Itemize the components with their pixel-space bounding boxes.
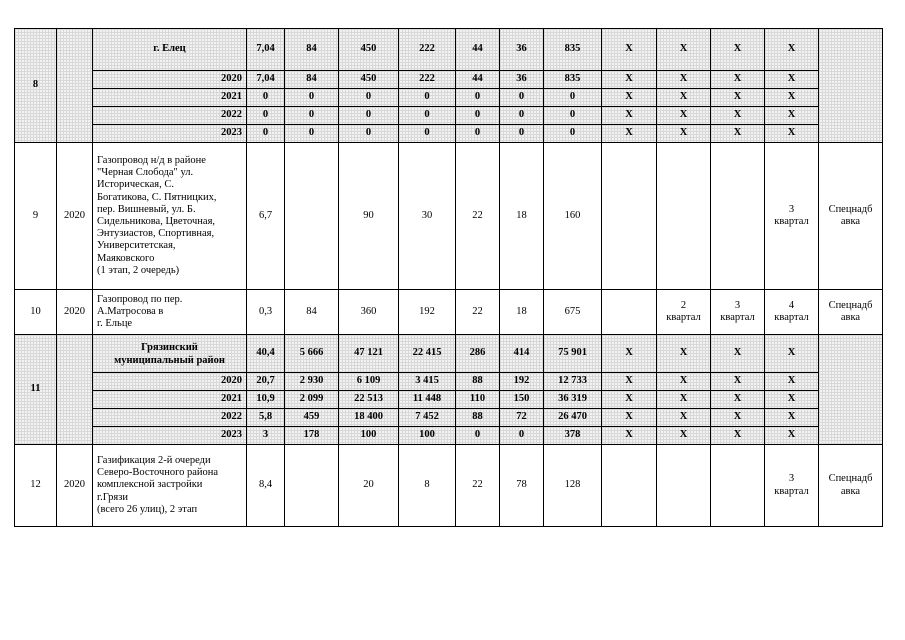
value-cell: 0 (544, 125, 602, 143)
year-cell (57, 335, 93, 445)
desc-line: Газопровод по пер. (97, 293, 183, 305)
desc-line: г.Грязи (97, 491, 129, 503)
value-cell: 22 (456, 143, 500, 290)
row-number: 10 (15, 290, 57, 335)
value-cell: 88 (456, 373, 500, 391)
value-cell: 0 (285, 89, 339, 107)
value-cell: 0 (285, 107, 339, 125)
mark-cell: X (602, 107, 657, 125)
executor-part: Спецнадб (828, 473, 873, 484)
group-11-year-row (15, 373, 883, 391)
value-cell: 7,04 (247, 71, 285, 89)
table-row (15, 143, 883, 290)
value-cell: 0 (500, 107, 544, 125)
total-cell: 75 901 (544, 335, 602, 373)
value-cell: 0 (339, 125, 399, 143)
value-cell: 3 415 (399, 373, 456, 391)
year-label: 2023 (93, 427, 247, 445)
value-cell: 22 513 (339, 391, 399, 409)
value-cell: 0 (399, 89, 456, 107)
value-cell: 2 930 (285, 373, 339, 391)
length-cell: 8,4 (247, 445, 285, 527)
value-cell: 90 (339, 143, 399, 290)
group-name (93, 335, 247, 373)
desc-line: "Черная Слобода" ул. (97, 167, 194, 179)
total-cell: 414 (500, 335, 544, 373)
mark-cell: X (657, 89, 711, 107)
quarter-cell (765, 143, 819, 290)
value-cell: 12 733 (544, 373, 602, 391)
value-cell: 360 (339, 290, 399, 335)
mark-cell: X (765, 29, 819, 71)
value-cell (285, 445, 339, 527)
mark-cell: X (657, 125, 711, 143)
object-description (93, 143, 247, 290)
desc-line: пер. Вишневый, ул. Б. (97, 203, 196, 215)
group-8-year-row (15, 71, 883, 89)
group-11-year-row (15, 391, 883, 409)
quarter-number: 2 (680, 299, 687, 311)
value-cell: 0 (544, 107, 602, 125)
mark-cell: X (765, 335, 819, 373)
object-description (93, 290, 247, 335)
quarter-cell (657, 290, 711, 335)
desc-line: Энтузиастов, Спортивная, (97, 228, 215, 240)
desc-line: Богатикова, С. Пятницких, (97, 191, 217, 203)
executor-cell (819, 29, 883, 143)
group-8-total-row (15, 29, 883, 71)
group-8-year-row (15, 125, 883, 143)
length-cell: 6,7 (247, 143, 285, 290)
desc-line: (1 этап, 2 очередь) (97, 264, 180, 276)
value-cell: 0 (399, 125, 456, 143)
mark-cell: X (602, 335, 657, 373)
mark-cell: X (602, 71, 657, 89)
year-cell (57, 29, 93, 143)
mark-cell: X (711, 373, 765, 391)
group-name-line: муниципальный район (114, 354, 225, 366)
mark-cell: X (765, 107, 819, 125)
value-cell: 18 (500, 290, 544, 335)
value-cell: 0 (247, 125, 285, 143)
executor-cell (819, 143, 883, 290)
mark-cell: X (657, 107, 711, 125)
quarter-word: квартал (774, 312, 809, 323)
value-cell: 128 (544, 445, 602, 527)
quarter-word: квартал (666, 312, 701, 323)
mark-cell: X (657, 335, 711, 373)
value-cell: 0 (339, 89, 399, 107)
mark-cell: X (711, 29, 765, 71)
group-name: г. Елец (93, 29, 247, 71)
total-cell: 22 415 (399, 335, 456, 373)
mark-cell: X (602, 391, 657, 409)
mark-cell: X (711, 391, 765, 409)
value-cell: 459 (285, 409, 339, 427)
total-cell: 286 (456, 335, 500, 373)
year-label: 2020 (93, 373, 247, 391)
value-cell (285, 143, 339, 290)
value-cell: 192 (500, 373, 544, 391)
value-cell: 0 (500, 89, 544, 107)
value-cell: 26 470 (544, 409, 602, 427)
value-cell: 0 (456, 107, 500, 125)
table-row (15, 290, 883, 335)
value-cell: 0 (500, 427, 544, 445)
mark-cell: X (657, 409, 711, 427)
value-cell: 2 099 (285, 391, 339, 409)
desc-line: комплексной застройки (97, 479, 203, 491)
desc-line: А.Матросова в (97, 305, 164, 317)
mark-cell: X (711, 427, 765, 445)
mark-cell: X (765, 427, 819, 445)
quarter-word: квартал (774, 216, 809, 227)
executor-part: авка (840, 485, 861, 497)
value-cell: 84 (285, 290, 339, 335)
row-number: 11 (15, 335, 57, 445)
value-cell: 20,7 (247, 373, 285, 391)
mark-cell: X (602, 29, 657, 71)
value-cell: 30 (399, 143, 456, 290)
value-cell: 0 (399, 107, 456, 125)
value-cell: 36 319 (544, 391, 602, 409)
quarter-cell (711, 143, 765, 290)
quarter-cell (765, 290, 819, 335)
group-8-year-row (15, 89, 883, 107)
mark-cell: X (657, 71, 711, 89)
total-cell: 44 (456, 29, 500, 71)
year-cell: 2020 (57, 143, 93, 290)
desc-line: г. Ельце (97, 318, 133, 330)
total-cell: 84 (285, 29, 339, 71)
value-cell: 110 (456, 391, 500, 409)
value-cell: 18 (500, 143, 544, 290)
value-cell: 0 (544, 89, 602, 107)
group-11-year-row (15, 409, 883, 427)
executor-cell (819, 290, 883, 335)
mark-cell: X (765, 125, 819, 143)
value-cell: 22 (456, 445, 500, 527)
quarter-cell (711, 445, 765, 527)
value-cell: 0 (247, 89, 285, 107)
mark-cell: X (602, 373, 657, 391)
executor-part: Спецнадб (828, 299, 873, 311)
desc-line: Маяковского (97, 252, 155, 264)
year-label: 2021 (93, 89, 247, 107)
value-cell: 6 109 (339, 373, 399, 391)
value-cell: 378 (544, 427, 602, 445)
desc-line: Газификация 2-й очереди (97, 454, 211, 466)
mark-cell: X (765, 409, 819, 427)
group-8-year-row (15, 107, 883, 125)
value-cell: 84 (285, 71, 339, 89)
desc-line: Университетская, (97, 240, 176, 252)
value-cell: 835 (544, 71, 602, 89)
value-cell: 0 (285, 125, 339, 143)
group-11-total-row (15, 335, 883, 373)
value-cell: 3 (247, 427, 285, 445)
value-cell: 20 (339, 445, 399, 527)
row-number: 9 (15, 143, 57, 290)
value-cell: 222 (399, 71, 456, 89)
quarter-cell (711, 290, 765, 335)
value-cell: 100 (399, 427, 456, 445)
value-cell: 36 (500, 71, 544, 89)
desc-line: (всего 26 улиц), 2 этап (97, 503, 198, 515)
year-label: 2021 (93, 391, 247, 409)
quarter-number: 3 (734, 299, 741, 311)
group-11-year-row (15, 427, 883, 445)
mark-cell: X (602, 89, 657, 107)
mark-cell: X (765, 71, 819, 89)
mark-cell: X (602, 409, 657, 427)
mark-cell: X (711, 125, 765, 143)
value-cell: 5,8 (247, 409, 285, 427)
value-cell: 8 (399, 445, 456, 527)
year-label: 2023 (93, 125, 247, 143)
mark-cell: X (602, 427, 657, 445)
total-cell: 5 666 (285, 335, 339, 373)
year-label: 2022 (93, 409, 247, 427)
year-label: 2022 (93, 107, 247, 125)
value-cell: 150 (500, 391, 544, 409)
executor-part: Спецнадб (828, 203, 873, 215)
value-cell: 11 448 (399, 391, 456, 409)
mark-cell: X (765, 373, 819, 391)
mark-cell: X (657, 391, 711, 409)
mark-cell: X (657, 373, 711, 391)
quarter-cell (602, 445, 657, 527)
gas-pipeline-table (14, 28, 883, 527)
value-cell: 44 (456, 71, 500, 89)
year-label: 2020 (93, 71, 247, 89)
mark-cell: X (765, 391, 819, 409)
mark-cell: X (765, 89, 819, 107)
value-cell: 0 (500, 125, 544, 143)
total-cell: 36 (500, 29, 544, 71)
row-number: 12 (15, 445, 57, 527)
value-cell: 72 (500, 409, 544, 427)
desc-line: Сидельникова, Цветочная, (97, 216, 216, 227)
value-cell: 10,9 (247, 391, 285, 409)
value-cell: 0 (247, 107, 285, 125)
executor-cell (819, 445, 883, 527)
total-cell: 7,04 (247, 29, 285, 71)
value-cell: 0 (456, 427, 500, 445)
quarter-cell (602, 143, 657, 290)
quarter-cell (765, 445, 819, 527)
value-cell: 88 (456, 409, 500, 427)
value-cell: 0 (456, 89, 500, 107)
year-cell: 2020 (57, 445, 93, 527)
mark-cell: X (711, 335, 765, 373)
total-cell: 47 121 (339, 335, 399, 373)
total-cell: 835 (544, 29, 602, 71)
mark-cell: X (657, 29, 711, 71)
quarter-cell (657, 445, 711, 527)
mark-cell: X (657, 427, 711, 445)
row-number: 8 (15, 29, 57, 143)
value-cell: 78 (500, 445, 544, 527)
desc-line: Северо-Восточного района (97, 467, 219, 479)
value-cell: 0 (456, 125, 500, 143)
value-cell: 22 (456, 290, 500, 335)
mark-cell: X (602, 125, 657, 143)
quarter-number: 4 (788, 299, 795, 311)
quarter-number: 3 (788, 473, 795, 484)
value-cell: 178 (285, 427, 339, 445)
value-cell: 192 (399, 290, 456, 335)
value-cell: 675 (544, 290, 602, 335)
total-cell: 40,4 (247, 335, 285, 373)
desc-line: Историческая, С. (97, 179, 174, 191)
group-name-line: Грязинский (141, 341, 198, 353)
object-description (93, 445, 247, 527)
quarter-cell (602, 290, 657, 335)
total-cell: 222 (399, 29, 456, 71)
length-cell: 0,3 (247, 290, 285, 335)
quarter-cell (657, 143, 711, 290)
mark-cell: X (711, 107, 765, 125)
executor-part: авка (840, 312, 861, 323)
value-cell: 160 (544, 143, 602, 290)
executor-cell (819, 335, 883, 445)
value-cell: 7 452 (399, 409, 456, 427)
quarter-number: 3 (788, 203, 795, 215)
executor-part: авка (840, 216, 861, 227)
value-cell: 450 (339, 71, 399, 89)
year-cell: 2020 (57, 290, 93, 335)
value-cell: 100 (339, 427, 399, 445)
mark-cell: X (711, 409, 765, 427)
quarter-word: квартал (720, 312, 755, 323)
value-cell: 18 400 (339, 409, 399, 427)
value-cell: 0 (339, 107, 399, 125)
table-row (15, 445, 883, 527)
mark-cell: X (711, 89, 765, 107)
mark-cell: X (711, 71, 765, 89)
quarter-word: квартал (774, 485, 809, 497)
desc-line: Газопровод н/д в районе (97, 154, 206, 166)
total-cell: 450 (339, 29, 399, 71)
